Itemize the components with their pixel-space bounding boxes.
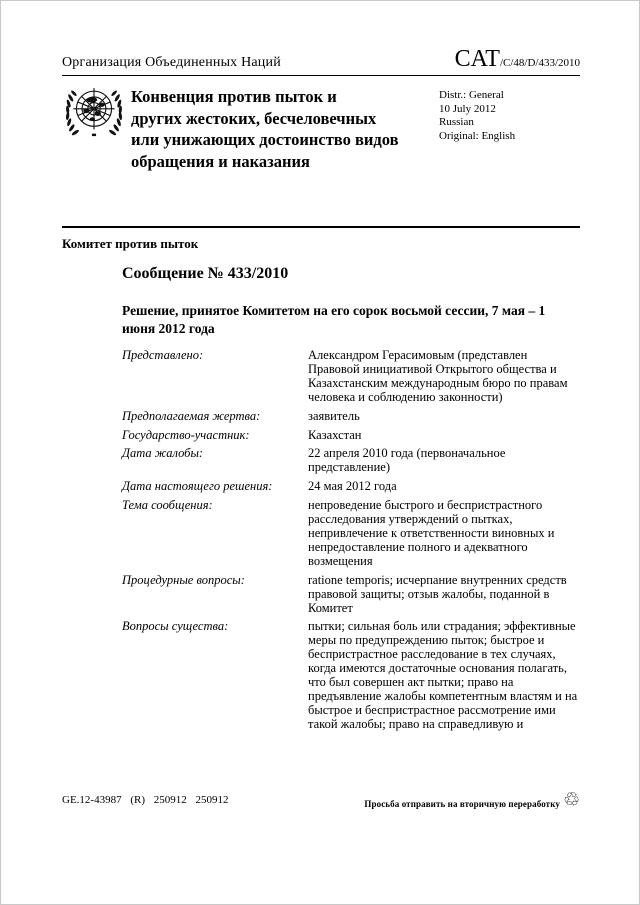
convention-title [131,86,441,172]
field-label: Государство-участник: [122,427,250,442]
table-row [122,480,580,494]
case-fields-table [122,349,580,737]
doc-symbol-suffix: /C/48/D/433/2010 [499,57,580,69]
date-line: 10 July 2012 [439,102,496,115]
field-label: Представлено: [122,348,204,362]
table-row [122,620,580,731]
distribution-block [439,89,515,143]
un-emblem-icon [63,85,125,147]
table-row [122,499,580,569]
field-value: 22 апреля 2010 года (первоначальное представление) [308,446,506,475]
footer-docnum: GE.12-43987 (R) 250912 250912 [62,794,229,806]
field-label: Вопросы существа: [122,619,229,634]
table-row [122,429,580,443]
distr-line: Distr.: General [439,89,504,101]
recycle-icon: ♲ [562,789,580,811]
recycle-notice [364,789,580,813]
communication-number: Сообщение № 433/2010 [122,265,289,282]
recycle-note-text: Просьба отправить на вторичную переработку [364,798,560,809]
doc-symbol [455,47,580,71]
org-title: Организация Объединенных Наций [62,55,281,70]
section-divider [62,226,580,228]
table-row [122,447,580,475]
table-row [122,410,580,424]
original-language-line: Original: English [439,129,516,142]
doc-symbol-main: CAT [454,46,500,72]
field-value: Казахстан [308,427,362,442]
convention-title-line: других жестоких, бесчеловечных [131,108,377,128]
field-label: Дата жалобы: [122,446,204,461]
page-footer [62,789,580,813]
field-label: Предполагаемая жертва: [122,408,261,423]
field-value: заявитель [308,408,360,423]
table-row [122,574,580,616]
decision-heading: Решение, принятое Комитетом на его сорок восьмой сессии, 7 мая – 1 июня 2012 года [122,303,546,336]
field-value: 24 мая 2012 года [308,479,397,494]
field-value: пытки; сильная боль или страдания; эффективные меры по предупреждению пыток; быстрое и беспристрастное расследование в тех случаях, когда имеются достаточные основания полагать, что был совершен акт пытки; право на предъявление жалобы компетентным властям и на быстрое и беспристрастное рассмотрение ими такой жалобы; право на справедливую и [308,619,578,731]
convention-title-line: Конвенция против пыток и [131,87,337,106]
field-value: непроведение быстрого и беспристрастного расследования утверждений о пытках, непривлечение к ответственности виновных и непредоставление полного и адекватного возмещения [308,498,555,568]
field-label: Тема сообщения: [122,498,213,513]
field-value: ratione temporis; исчерпание внутренних средств правовой защиты; отзыв жалобы, поданной в Комитет [308,572,567,615]
committee-heading: Комитет против пыток [62,236,199,251]
field-label: Процедурные вопросы: [122,572,245,587]
convention-title-line: обращения и наказания [131,151,310,171]
field-label: Дата настоящего решения: [122,479,273,494]
convention-title-line: или унижающих достоинство видов [131,130,399,149]
language-line: Russian [439,116,474,128]
page-header [62,47,580,76]
table-row [122,349,580,405]
field-value: Александром Герасимовым (представлен Правовой инициативой Открытого общества и Казахстанским международным бюро по правам человека и соблюдению законности) [308,348,568,404]
